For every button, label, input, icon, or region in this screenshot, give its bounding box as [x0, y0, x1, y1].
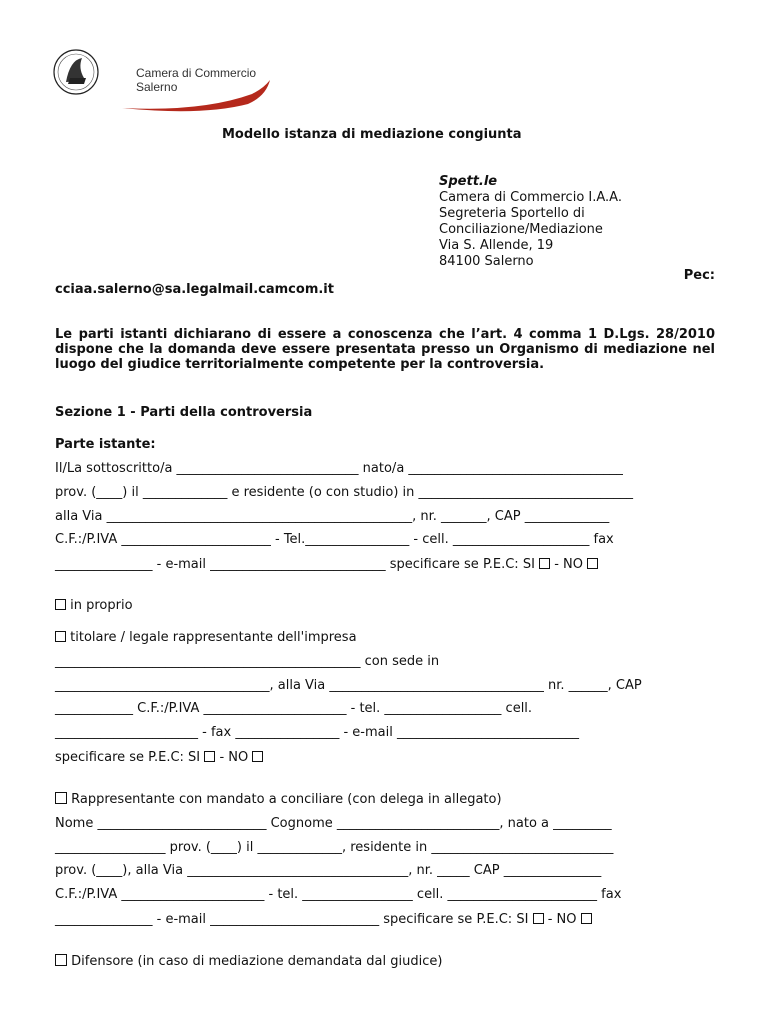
- form-line: ____________ C.F.:/P.IVA ______________________ - tel. __________________ cell.: [55, 701, 533, 716]
- form-line: C.F.:/P.IVA _______________________ - Tel.________________ - cell. _____________________ fax: [55, 532, 614, 547]
- form-line: C.F.:/P.IVA ______________________ - tel. _________________ cell. _______________________ fax: [55, 887, 622, 902]
- recipient-address: [439, 174, 622, 270]
- no-label: - NO: [547, 912, 577, 927]
- pec-no-checkbox[interactable]: [252, 751, 263, 762]
- address-line: Via S. Allende, 19: [439, 238, 554, 253]
- pec-no-checkbox[interactable]: [581, 913, 592, 924]
- rappresentante-label: Rappresentante con mandato a conciliare (con delega in allegato): [71, 792, 502, 807]
- document-title: Modello istanza di mediazione congiunta: [222, 127, 522, 142]
- titolare-label: titolare / legale rappresentante dell'impresa: [70, 630, 357, 645]
- difensore-checkbox[interactable]: [55, 954, 67, 966]
- pec-choice-line: [55, 750, 263, 765]
- form-line: prov. (____), alla Via __________________________________, nr. _____ CAP _______________: [55, 863, 602, 878]
- form-line: specificare se P.E.C: SI: [55, 750, 201, 765]
- pec-email: cciaa.salerno@sa.legalmail.camcom.it: [55, 282, 334, 297]
- form-line: Nome __________________________ Cognome _________________________, nato a _________: [55, 816, 612, 831]
- in-proprio-label: in proprio: [70, 598, 133, 613]
- form-line: _________________________________, alla Via _________________________________ nr. ______, CAP: [55, 678, 642, 693]
- form-line: _______________ - e-mail ___________________________ specificare se P.E.C: SI: [55, 557, 535, 572]
- address-line: Camera di Commercio I.A.A.: [439, 190, 622, 205]
- titolare-checkbox[interactable]: [55, 631, 66, 642]
- address-line: Conciliazione/Mediazione: [439, 222, 603, 237]
- form-line: ______________________ - fax ________________ - e-mail ____________________________: [55, 725, 579, 740]
- difensore-label: Difensore (in caso di mediazione demandata dal giudice): [71, 954, 443, 969]
- no-label: - NO: [554, 557, 583, 572]
- parte-istante-label: Parte istante:: [55, 437, 156, 452]
- rappresentante-option[interactable]: [55, 792, 502, 807]
- pec-si-checkbox[interactable]: [539, 558, 550, 569]
- pec-label: Pec:: [683, 268, 715, 283]
- section-1-title: Sezione 1 - Parti della controversia: [55, 405, 313, 420]
- address-line: 84100 Salerno: [439, 254, 534, 269]
- rappresentante-checkbox[interactable]: [55, 792, 67, 804]
- no-label: - NO: [219, 750, 249, 765]
- form-line: _______________________________________________ con sede in: [55, 654, 440, 669]
- form-line: alla Via _______________________________________________, nr. _______, CAP _____________: [55, 509, 610, 524]
- form-line: prov. (____) il _____________ e residente (o con studio) in _________________________________: [55, 485, 634, 500]
- pec-choice-line: [55, 912, 592, 927]
- pec-choice-line: [55, 557, 598, 572]
- pec-si-checkbox[interactable]: [204, 751, 215, 762]
- address-line: Segreteria Sportello di: [439, 206, 585, 221]
- pec-si-checkbox[interactable]: [533, 913, 544, 924]
- in-proprio-option[interactable]: [55, 598, 133, 613]
- pec-no-checkbox[interactable]: [587, 558, 598, 569]
- form-line: Il/La sottoscritto/a ____________________________ nato/a _________________________________: [55, 461, 623, 476]
- logo-line-2: Salerno: [136, 80, 178, 94]
- form-line: _________________ prov. (____) il _____________, residente in ____________________________: [55, 840, 614, 855]
- declaration-paragraph: Le parti istanti dichiarano di essere a conoscenza che l’art. 4 comma 1 D.Lgs. 28/2010 dispone che la domanda deve essere presentata presso un Organismo di mediazione nel luogo del giudice territorialmente competente per la controversia.: [55, 327, 715, 372]
- form-line: _______________ - e-mail __________________________ specificare se P.E.C: SI: [55, 912, 529, 927]
- in-proprio-checkbox[interactable]: [55, 599, 66, 610]
- logo-text: [136, 66, 256, 94]
- salutation: Spett.le: [439, 174, 498, 189]
- difensore-option[interactable]: [55, 954, 442, 969]
- logo-line-1: Camera di Commercio: [136, 66, 257, 80]
- titolare-option[interactable]: [55, 630, 357, 645]
